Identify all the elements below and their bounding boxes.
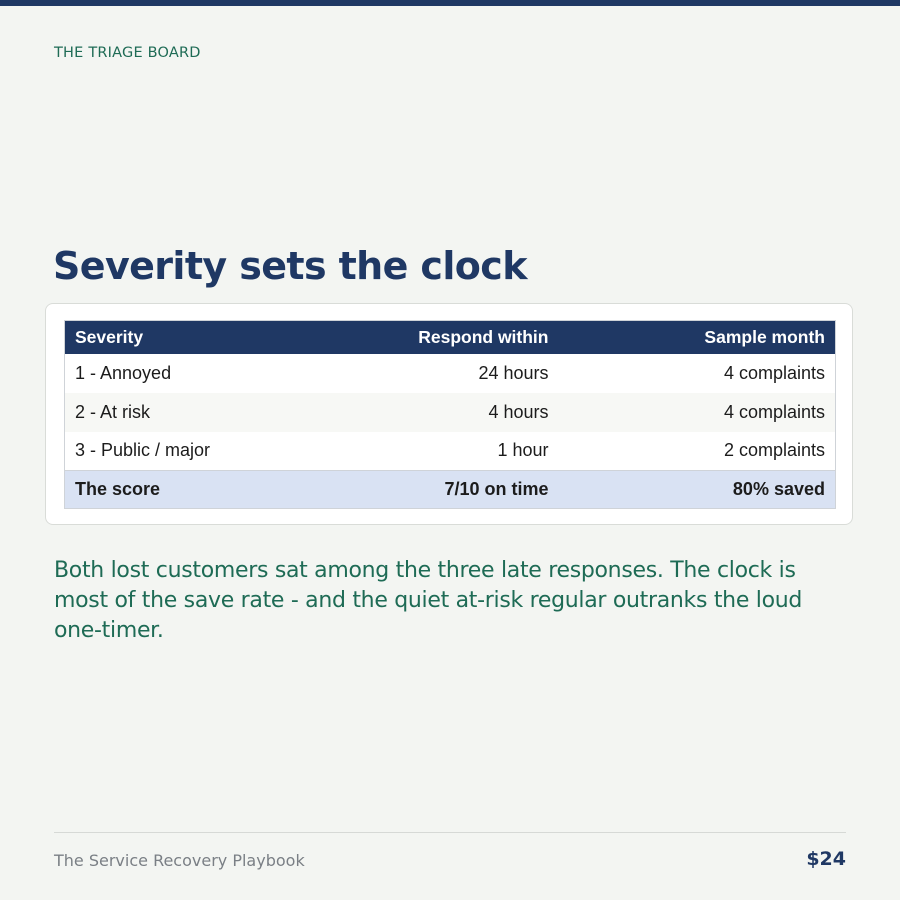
table-card [45,303,853,525]
score-label: The score [65,471,285,509]
score-row [65,471,836,509]
footer-price: $24 [806,848,846,870]
triage-table [64,320,836,509]
eyebrow-label: THE TRIAGE BOARD [54,45,201,61]
month-cell: 2 complaints [559,432,836,471]
table-header-row [65,321,836,354]
top-accent-bar [0,0,900,6]
table-row [65,432,836,471]
header-respond-within: Respond within [285,321,559,354]
respond-cell: 24 hours [285,354,559,393]
table-row [65,354,836,393]
respond-cell: 4 hours [285,393,559,432]
header-severity: Severity [65,321,285,354]
severity-cell: 1 - Annoyed [65,354,285,393]
footer-book-title: The Service Recovery Playbook [54,851,305,870]
summary-paragraph: Both lost customers sat among the three late responses. The clock is most of the save rate - and the quiet at-risk regular outranks the loud one-timer. [54,558,803,643]
month-cell: 4 complaints [559,354,836,393]
score-on-time: 7/10 on time [285,471,559,509]
table-row [65,393,836,432]
footer-divider [54,832,846,833]
severity-cell: 3 - Public / major [65,432,285,471]
page-title: Severity sets the clock [53,244,527,288]
header-sample-month: Sample month [559,321,836,354]
month-cell: 4 complaints [559,393,836,432]
respond-cell: 1 hour [285,432,559,471]
score-saved: 80% saved [559,471,836,509]
severity-cell: 2 - At risk [65,393,285,432]
